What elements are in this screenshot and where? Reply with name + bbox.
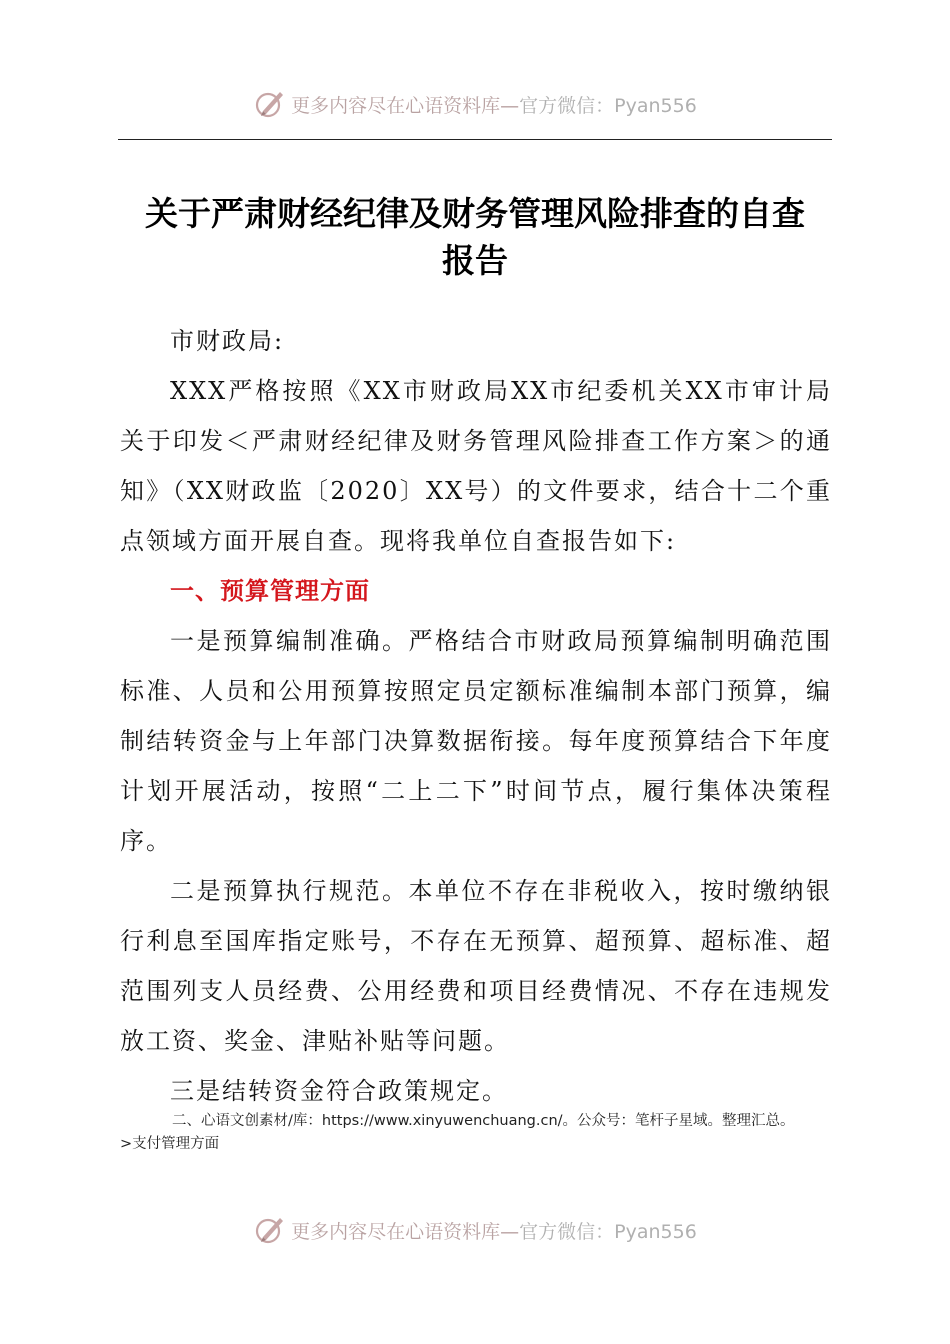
paragraph-budget-execution: 二是预算执行规范。本单位不存在非税收入，按时缴纳银行利息至国库指定账号，不存在无预算、超预算、超标准、超范围列支人员经费、公用经费和项目经费情况、不存在违规发放工资、奖金、津贴补贴等问题。	[120, 877, 832, 1055]
banner-sub: 官方微信：Pyan556	[519, 94, 697, 117]
paragraph-carryover-funds: 三是结转资金符合政策规定。	[170, 1077, 508, 1105]
banner-text: 更多内容尽在心语资料库—	[291, 1220, 520, 1243]
banner-text: 更多内容尽在心语资料库—	[291, 94, 520, 117]
salutation: 市财政局:	[170, 327, 285, 355]
title-line-2: 报告	[442, 241, 508, 280]
paragraph-intro: XXX严格按照《XX市财政局XX市纪委机关XX市审计局关于印发＜严肃财经纪律及财务管理风险排查工作方案＞的通知》（XX财政监〔2020〕XX号）的文件要求，结合十二个重点领域方面开展自查。现将我单位自查报告如下:	[120, 377, 832, 555]
pen-circle-icon	[253, 1213, 287, 1247]
header-rule	[118, 139, 832, 140]
footnote-line-2: >支付管理方面	[120, 1136, 220, 1152]
footer-banner	[0, 1210, 950, 1250]
document-title	[110, 190, 840, 284]
paragraph-budget-preparation: 一是预算编制准确。严格结合市财政局预算编制明确范围标准、人员和公用预算按照定员定额标准编制本部门预算，编制结转资金与上年部门决算数据衔接。每年度预算结合下年度计划开展活动，按照“二上二下”时间节点，履行集体决策程序。	[120, 627, 832, 855]
banner-sub: 官方微信：Pyan556	[519, 1220, 697, 1243]
footnote-line-1: 二、心语文创素材/库：https://www.xinyuwenchuang.cn/。公众号：笔杆子星域。整理汇总。	[172, 1113, 795, 1129]
document-body	[120, 316, 832, 1116]
footnote	[120, 1110, 850, 1156]
pen-circle-icon	[253, 87, 287, 121]
section-heading-budget: 一、预算管理方面	[170, 577, 370, 605]
title-line-1: 关于严肃财经纪律及财务管理风险排查的自查	[145, 194, 805, 233]
header-banner	[0, 84, 950, 124]
